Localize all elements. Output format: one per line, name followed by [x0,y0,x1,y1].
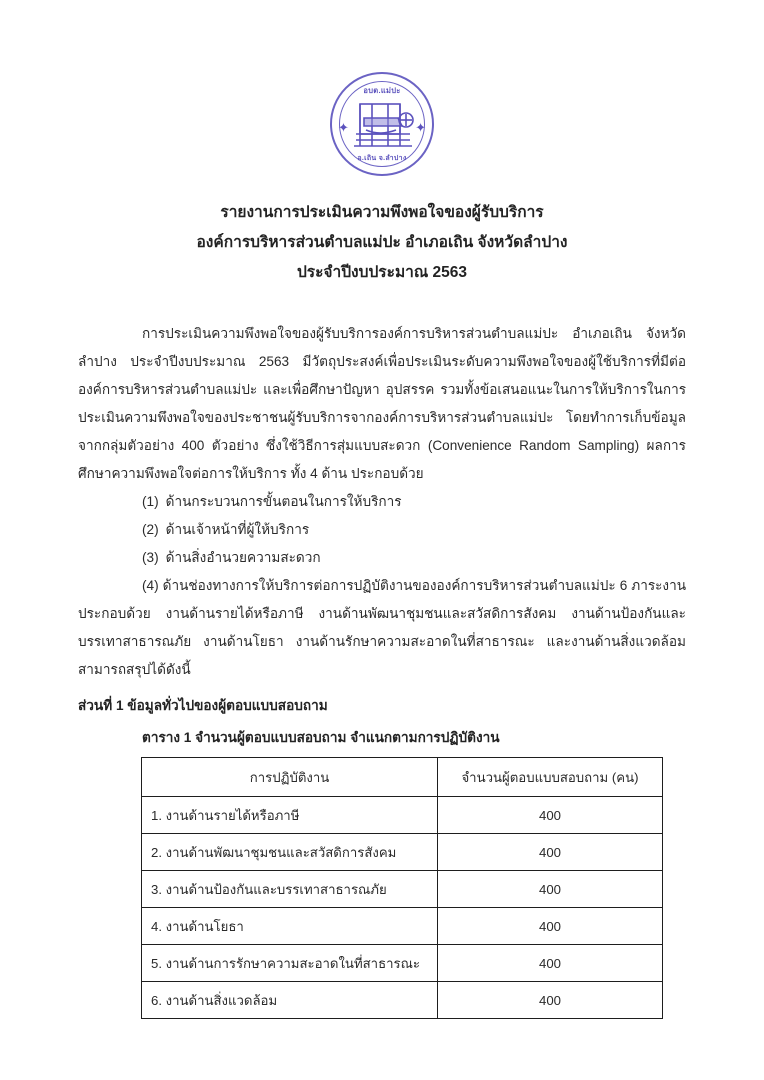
list-item [78,544,686,572]
section-heading: ส่วนที่ 1 ข้อมูลทั่วไปของผู้ตอบแบบสอบถาม [78,698,328,713]
seal-outer-ring [330,72,434,176]
seal-top-text: อบต.แม่ปะ [363,86,401,95]
seal-bottom-text: อ.เถิน จ.ลำปาง [357,155,407,162]
table-row [142,797,663,834]
cell-work: 1. งานด้านรายได้หรือภาษี [142,797,438,834]
table-caption: ตาราง 1 จำนวนผู้ตอบแบบสอบถาม จำแนกตามการปฏิบัติงาน [142,730,500,745]
cell-work: 2. งานด้านพัฒนาชุมชนและสวัสดิการสังคม [142,834,438,871]
cell-count: 400 [438,871,663,908]
cell-count: 400 [438,908,663,945]
cell-work: 6. งานด้านสิ่งแวดล้อม [142,982,438,1019]
aspect-number-4: (4) [142,578,159,593]
seal-star-right-icon: ✦ [415,120,426,135]
seal-star-left-icon: ✦ [338,120,349,135]
organization-seal [0,72,764,176]
aspect-number: (3) [142,550,159,565]
title-line-1: รายงานการประเมินความพึงพอใจของผู้รับบริการ [220,204,544,221]
cell-count: 400 [438,797,663,834]
aspect-label: ด้านสิ่งอำนวยความสะดวก [165,550,321,565]
list-item [78,488,686,516]
title-line-2: องค์การบริหารส่วนตำบลแม่ปะ อำเภอเถิน จังหวัดลำปาง [196,234,568,251]
list-item [78,516,686,544]
intro-paragraph-1: การประเมินความพึงพอใจของผู้รับบริการองค์การบริหารส่วนตำบลแม่ปะ อำเภอเถิน จังหวัดลำปาง ประจำปีงบประมาณ 2563 มีวัตถุประสงค์เพื่อประเมินระดับความพึงพอใจของผู้ใช้บริการที่มีต่อองค์การบริหารส่วนตำบลแม่ปะ และเพื่อศึกษาปัญหา อุปสรรค รวมทั้งข้อเสนอแนะในการให้บริการในการประเมินความพึงพอใจของประชาชนผู้รับบริการจากองค์การบริหารส่วนตำบลแม่ปะ โดยทำการเก็บข้อมูลจากกลุ่มตัวอย่าง 400 ตัวอย่าง ซึ่งใช้วิธีการสุ่มแบบสะดวก (Convenience Random Sampling) ผลการศึกษาความพึงพอใจต่อการให้บริการ ทั้ง 4 ด้าน ประกอบด้วย [78,326,686,481]
weaving-loom-icon [350,100,418,150]
table-row [142,982,663,1019]
table-row [142,908,663,945]
column-header-work: การปฏิบัติงาน [142,758,438,797]
table-row [142,834,663,871]
cell-work: 4. งานด้านโยธา [142,908,438,945]
table-row [142,871,663,908]
aspect-number: (2) [142,522,159,537]
cell-work: 3. งานด้านป้องกันและบรรเทาสาธารณภัย [142,871,438,908]
aspect-number: (1) [142,494,159,509]
respondents-table [141,757,663,1019]
report-title [0,198,764,288]
aspect-list [78,488,686,572]
aspect-label: ด้านกระบวนการขั้นตอนในการให้บริการ [165,494,402,509]
intro-section [78,320,686,684]
table-row [142,945,663,982]
cell-work: 5. งานด้านการรักษาความสะอาดในที่สาธารณะ [142,945,438,982]
cell-count: 400 [438,834,663,871]
title-line-3: ประจำปีงบประมาณ 2563 [296,264,468,281]
column-header-count: จำนวนผู้ตอบแบบสอบถาม (คน) [438,758,663,797]
aspect-label: ด้านเจ้าหน้าที่ผู้ให้บริการ [165,522,310,537]
cell-count: 400 [438,982,663,1019]
cell-count: 400 [438,945,663,982]
intro-paragraph-2-text: ด้านช่องทางการให้บริการต่อการปฏิบัติงานขององค์การบริหารส่วนตำบลแม่ปะ 6 ภาระงาน ประกอบด้วย งานด้านรายได้หรือภาษี งานด้านพัฒนาชุมชนและสวัสดิการสังคม งานด้านป้องกันและบรรเทาสาธารณภัย งานด้านโยธา งานด้านรักษาความสะอาดในที่สาธารณะ และงานด้านสิ่งแวดล้อม สามารถสรุปได้ดังนี้ [78,578,686,677]
intro-paragraph-2 [78,572,686,684]
table-header-row [142,758,663,797]
